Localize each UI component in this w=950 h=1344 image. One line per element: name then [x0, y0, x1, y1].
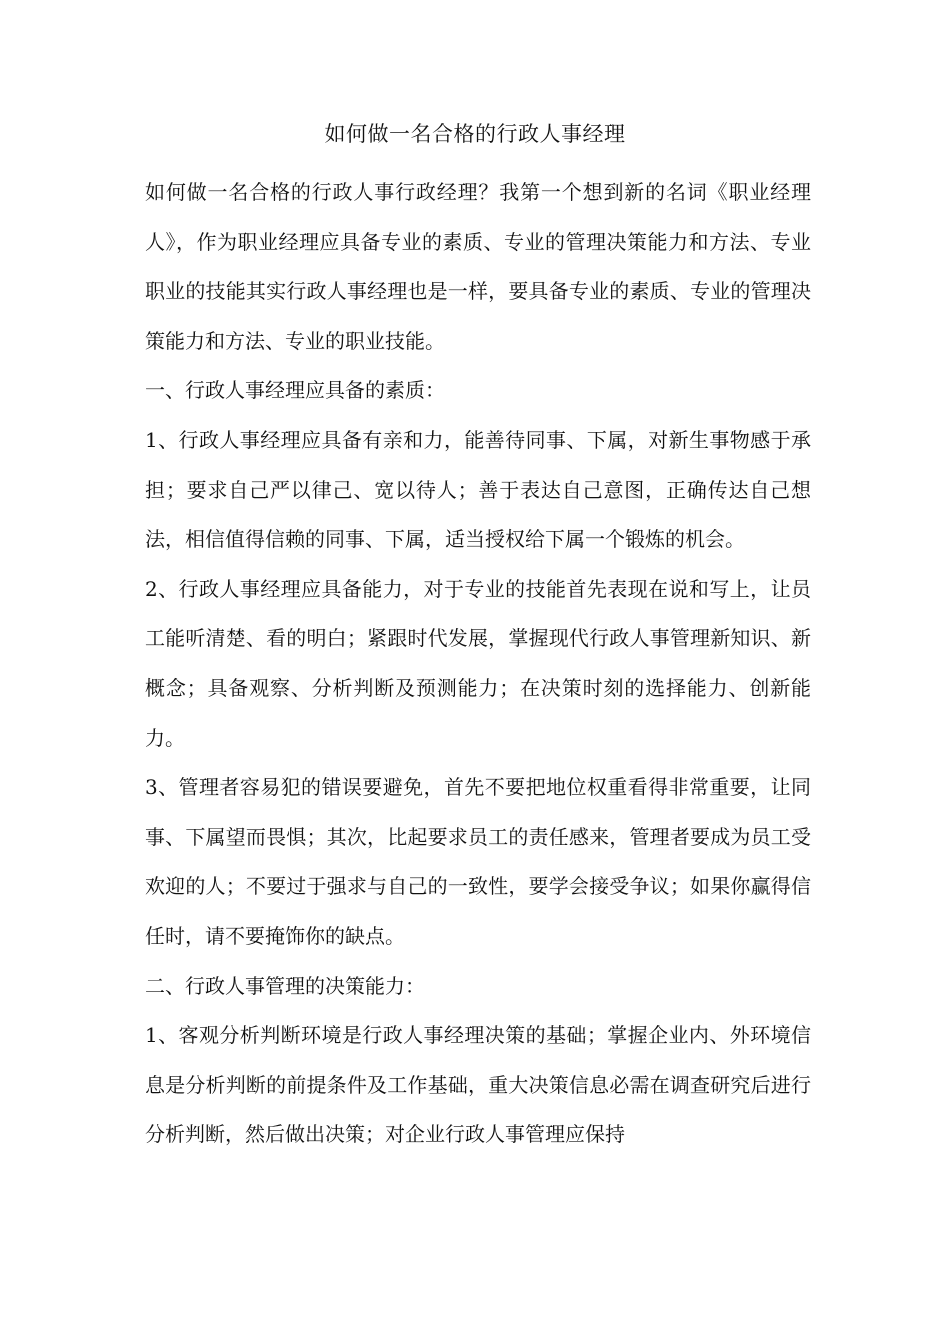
section-heading-decision: 二、行政人事管理的决策能力： [145, 973, 425, 998]
decision-item-1: 1、客观分析判断环境是行政人事经理决策的基础；掌握企业内、外环境信息是分析判断的前提条件及工作基础，重大决策信息必需在调查研究后进行分析判断，然后做出决策；对企业行政人事管理应保持 [145, 1023, 811, 1147]
qualities-item-1: 1、行政人事经理应具备有亲和力，能善待同事、下属，对新生事物感于承担；要求自己严以律己、宽以待人；善于表达自己意图，正确传达自己想法，相信值得信赖的同事、下属，适当授权给下属一个锻炼的机会。 [145, 427, 811, 552]
intro-paragraph: 如何做一名合格的行政人事行政经理？我第一个想到新的名词《职业经理人》，作为职业经理应具备专业的素质、专业的管理决策能力和方法、专业职业的技能其实行政人事经理也是一样，要具备专业的素质、专业的管理决策能力和方法、专业的职业技能。 [145, 180, 811, 353]
qualities-item-2: 2、行政人事经理应具备能力，对于专业的技能首先表现在说和写上，让员工能听清楚、看的明白；紧跟时代发展，掌握现代行政人事管理新知识、新概念；具备观察、分析判断及预测能力；在决策时刻的选择能力、创新能力。 [145, 576, 811, 750]
qualities-item-3: 3、管理者容易犯的错误要避免，首先不要把地位权重看得非常重要，让同事、下属望而畏惧；其次，比起要求员工的责任感来，管理者要成为员工受欢迎的人；不要过于强求与自己的一致性，要学会接受争议；如果你赢得信任时，请不要掩饰你的缺点。 [145, 775, 811, 948]
section-heading-qualities: 一、行政人事经理应具备的素质： [145, 378, 445, 403]
document-title: 如何做一名合格的行政人事经理 [324, 122, 626, 146]
document-body [145, 168, 811, 1160]
